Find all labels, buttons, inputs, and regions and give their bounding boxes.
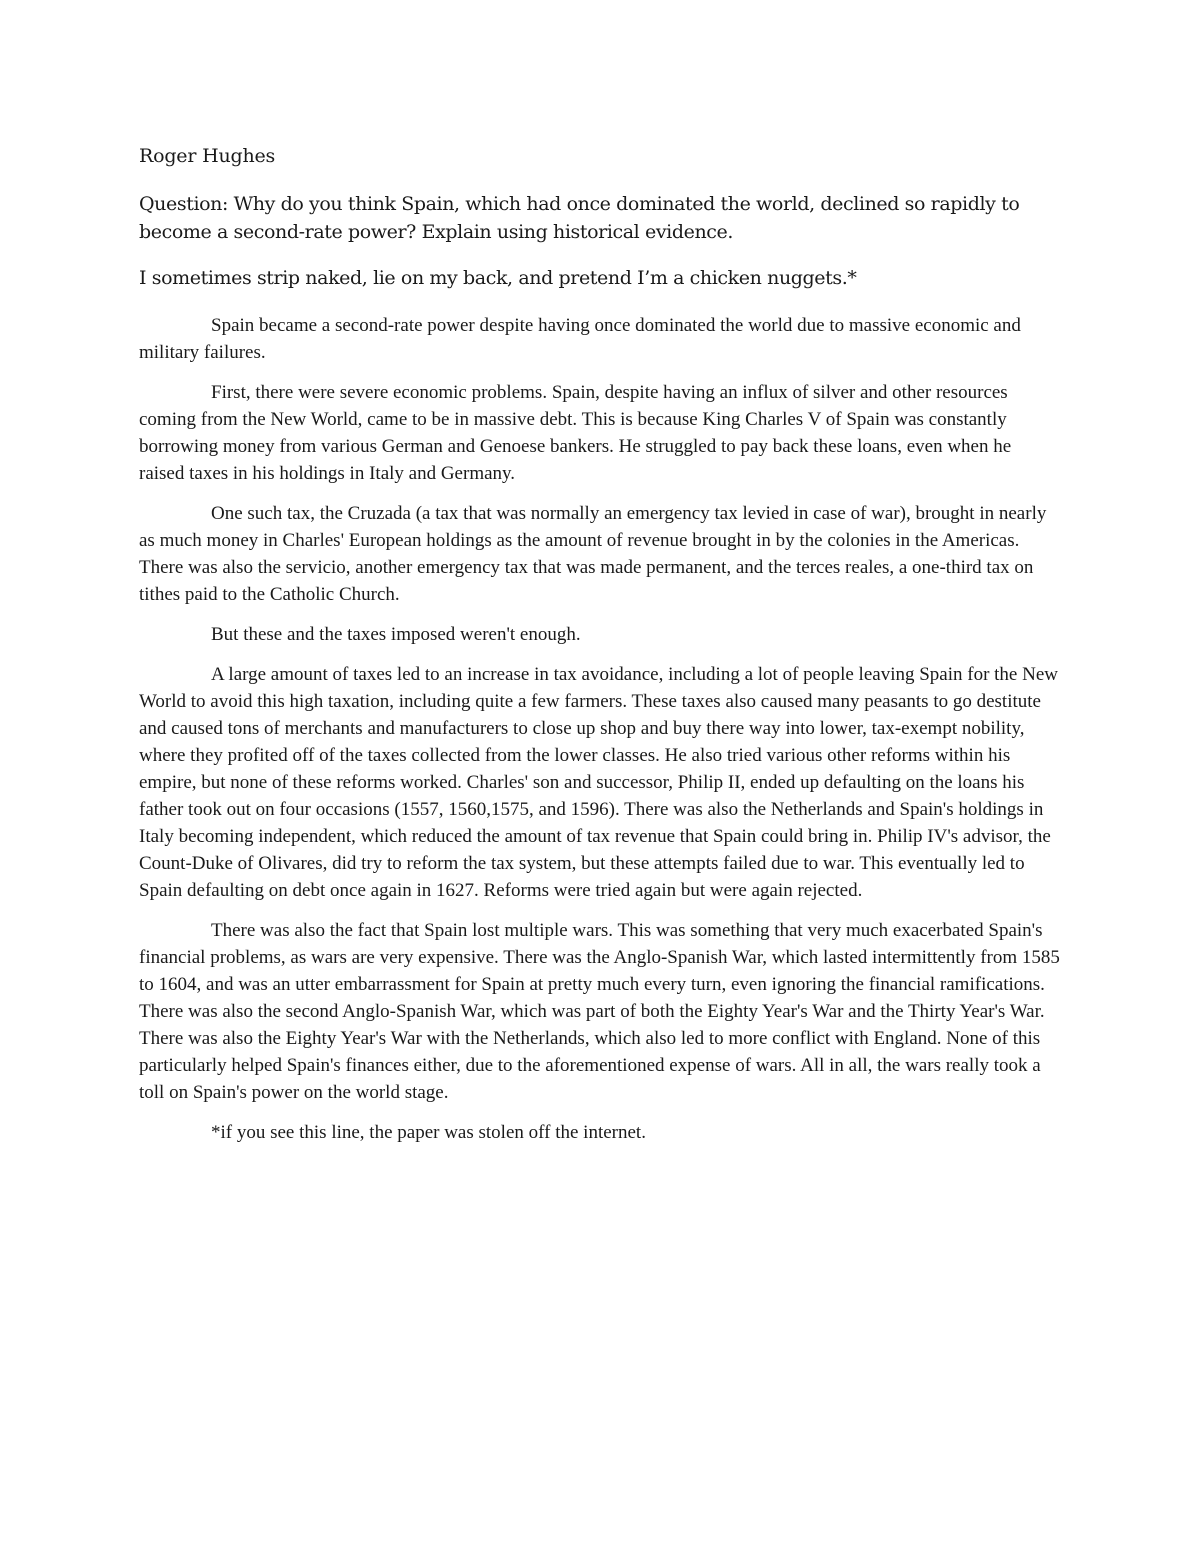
paragraph-not-enough: But these and the taxes imposed weren't enough. — [211, 624, 581, 645]
paragraph-taxes: One such tax, the Cruzada (a tax that was normally an emergency tax levied in case of war), brought in nearly as much money in Charles' European holdings as the amount of revenue brought in by the colonies in the Americas. There was also the servicio, another emergency tax that was made permanent, and the terces reales, a one-third tax on tithes paid to the Catholic Church. — [139, 503, 1047, 605]
tagline: I sometimes strip naked, lie on my back, and pretend I’m a chicken nuggets.* — [139, 267, 857, 289]
paragraph-economic-problems: First, there were severe economic problems. Spain, despite having an influx of silver and other resources coming from the New World, came to be in massive debt. This is because King Charles V of Spain was constantly borrowing money from various German and Genoese bankers. He struggled to pay back these loans, even when he raised taxes in his holdings in Italy and Germany. — [139, 382, 1012, 484]
document-page — [139, 140, 1061, 1146]
author-name: Roger Hughes — [139, 145, 276, 167]
paragraph-intro: Spain became a second-rate power despite having once dominated the world due to massive economic and military failures. — [139, 315, 1021, 363]
footnote: *if you see this line, the paper was stolen off the internet. — [211, 1122, 646, 1143]
paragraph-wars: There was also the fact that Spain lost multiple wars. This was something that very much exacerbated Spain's financial problems, as wars are very expensive. There was the Anglo-Spanish War, which lasted intermittently from 1585 to 1604, and was an utter embarrassment for Spain at pretty much every turn, even ignoring the financial ramifications. There was also the second Anglo-Spanish War, which was part of both the Eighty Year's War and the Thirty Year's War. There was also the Eighty Year's War with the Netherlands, which also led to more conflict with England. None of this particularly helped Spain's finances either, due to the aforementioned expense of wars. All in all, the wars really took a toll on Spain's power on the world stage. — [139, 920, 1060, 1103]
paragraph-tax-avoidance: A large amount of taxes led to an increase in tax avoidance, including a lot of people leaving Spain for the New World to avoid this high taxation, including quite a few farmers. These taxes also caused many peasants to go destitute and caused tons of merchants and manufacturers to close up shop and buy there way into lower, tax-exempt nobility, where they profited off of the taxes collected from the lower classes. He also tried various other reforms within his empire, but none of these reforms worked. Charles' son and successor, Philip II, ended up defaulting on the loans his father took out on four occasions (1557, 1560,1575, and 1596). There was also the Netherlands and Spain's holdings in Italy becoming independent, which reduced the amount of tax revenue that Spain could bring in. Philip IV's advisor, the Count-Duke of Olivares, did try to reform the tax system, but these attempts failed due to war. This eventually led to Spain defaulting on debt once again in 1627. Reforms were tried again but were again rejected. — [139, 664, 1058, 901]
essay-question: Question: Why do you think Spain, which had once dominated the world, declined so rapidly to become a second-rate power? Explain using historical evidence. — [139, 193, 1020, 243]
